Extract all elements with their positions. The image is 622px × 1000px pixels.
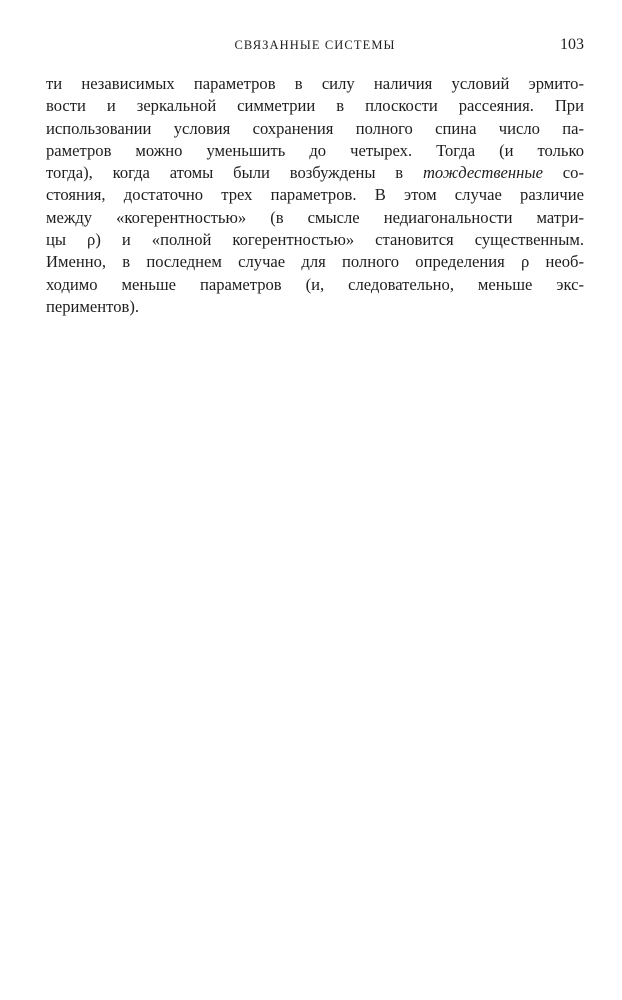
text-line: стояния, достаточно трех параметров. В этом случае различие [46,185,584,205]
page-number: 103 [560,36,584,53]
text-line: между «когерентностью» (в смысле недиагональности матри- [46,207,584,227]
text-line: ходимо меньше параметров (и, следовательно, меньше экс- [46,274,584,294]
text-segment: со- [542,163,584,183]
text-segment: тогда), когда атомы были возбуждены в [46,163,423,183]
emphasized-text: тождественные [422,163,543,183]
text-line: вости и зеркальной симметрии в плоскости рассеяния. При [46,96,584,116]
body-paragraph [46,73,584,318]
text-line: цы ρ) и «полной когерентностью» становится существенным. [46,230,584,250]
running-title: СВЯЗАННЫЕ СИСТЕМЫ [234,38,396,52]
running-head [46,36,584,58]
text-line: использовании условия сохранения полного спина число па- [46,118,584,138]
text-line: ти независимых параметров в силу наличия условий эрмито- [46,74,584,93]
text-line: раметров можно уменьшить до четырех. Тогда (и только [46,140,584,160]
text-line: периментов). [46,296,140,316]
text-line: Именно, в последнем случае для полного определения ρ необ- [46,252,584,272]
text-line [46,162,584,184]
